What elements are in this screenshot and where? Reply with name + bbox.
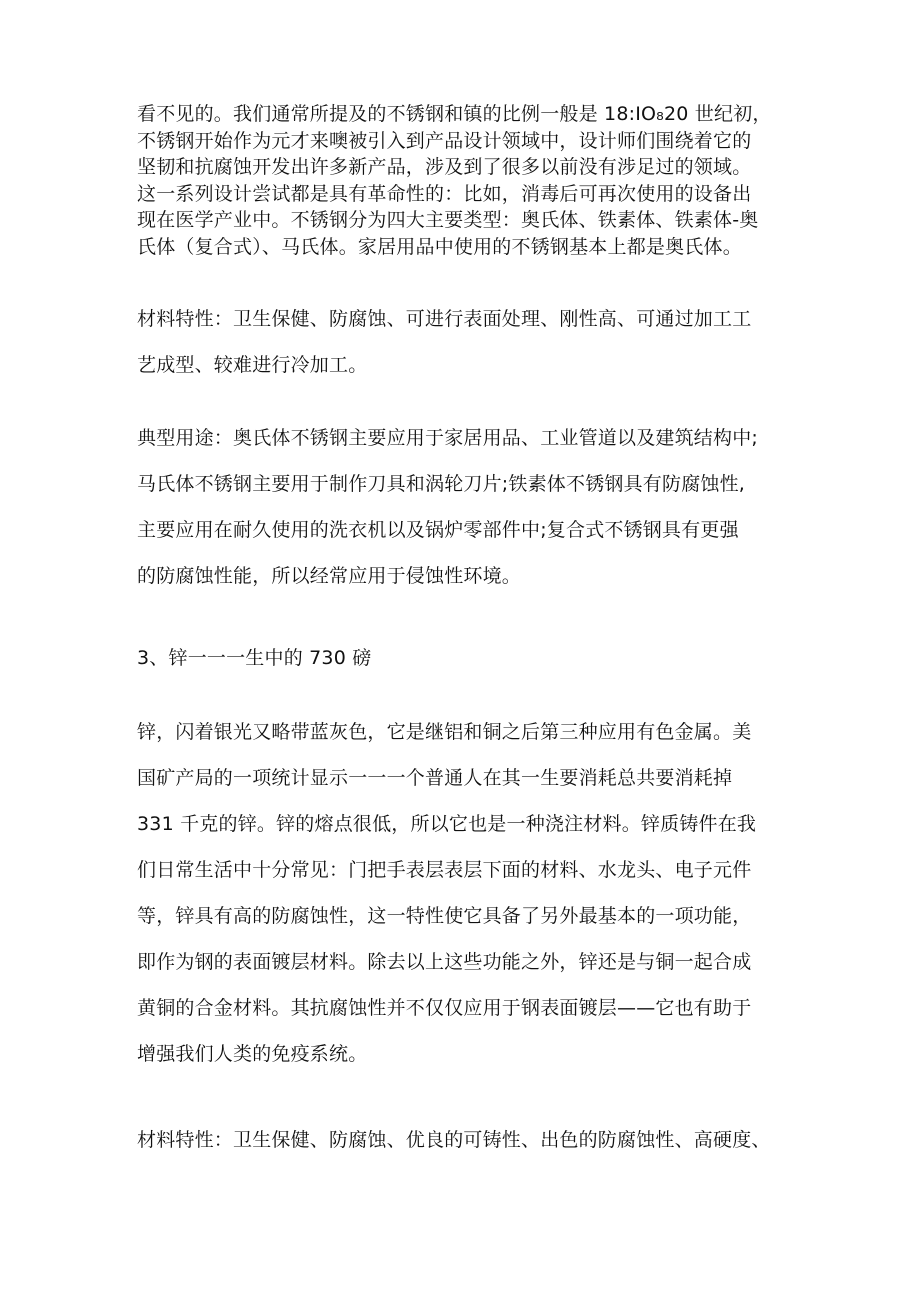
text-line: 看不见的。我们通常所提及的不锈钢和镇的比例一般是 18:IO₈20 世纪初， — [137, 103, 772, 125]
section-heading — [137, 643, 797, 673]
text-line: 即作为钢的表面镀层材料。除去以上这些功能之外，锌还是与铜一起合成 — [137, 951, 752, 973]
text-line: 锌，闪着银光又略带蓝灰色，它是继铝和铜之后第三种应用有色金属。美 — [137, 721, 752, 743]
text-line: 增强我们人类的免疫系统。 — [137, 1043, 368, 1065]
paragraph-stainless-steel-properties — [137, 296, 797, 388]
text-line: 坚韧和抗腐蚀开发出许多新产品，涉及到了很多以前没有涉足过的领域。 — [137, 156, 752, 178]
text-line: 氏体（复合式）、马氏体。家居用品中使用的不锈钢基本上都是奥氏体。 — [137, 235, 742, 258]
text-line: 材料特性：卫生保健、防腐蚀、可进行表面处理、刚性高、可通过加工工 — [137, 308, 752, 330]
text-line: 的防腐蚀性能，所以经常应用于侵蚀性环境。 — [137, 565, 522, 587]
paragraph-zinc-intro — [137, 709, 797, 1077]
paragraph-stainless-steel-uses — [137, 415, 797, 599]
paragraph-zinc-properties — [137, 1117, 797, 1163]
section-heading-text: 3、锌一一一生中的 730 磅 — [137, 647, 372, 669]
paragraph-stainless-steel-intro — [137, 101, 797, 260]
text-line: 艺成型、较难进行冷加工。 — [137, 354, 368, 376]
text-line: 现在医学产业中。不锈钢分为四大主要类型：奥氏体、铁素体、铁素体-奥 — [137, 209, 759, 231]
text-line: 典型用途：奥氏体不锈钢主要应用于家居用品、工业管道以及建筑结构中; — [137, 427, 759, 449]
text-line: 主要应用在耐久使用的洗衣机以及锅炉零部件中;复合式不锈钢具有更强 — [137, 519, 739, 541]
text-line: 马氏体不锈钢主要用于制作刀具和涡轮刀片;铁素体不锈钢具有防腐蚀性, — [137, 473, 746, 495]
text-line: 国矿产局的一项统计显示一一一个普通人在其一生要消耗总共要消耗掉 — [137, 767, 733, 789]
text-line: 331 千克的锌。锌的熔点很低，所以它也是一种浇注材料。锌质铸件在我 — [137, 813, 757, 835]
text-line: 材料特性：卫生保健、防腐蚀、优良的可铸性、出色的防腐蚀性、高硬度、 — [137, 1129, 771, 1151]
text-line: 们日常生活中十分常见：门把手表层表层下面的材料、水龙头、电子元件 — [137, 859, 752, 881]
text-line: 黄铜的合金材料。其抗腐蚀性并不仅仅应用于钢表面镀层——它也有助于 — [137, 997, 752, 1019]
text-line: 这一系列设计尝试都是具有革命性的：比如，消毒后可再次使用的设备出 — [137, 182, 752, 205]
text-line: 等，锌具有高的防腐蚀性，这一特性使它具备了另外最基本的一项功能， — [137, 905, 752, 927]
text-line: 不锈钢开始作为元才来噢被引入到产品设计领域中，设计师们围绕着它的 — [137, 129, 752, 152]
